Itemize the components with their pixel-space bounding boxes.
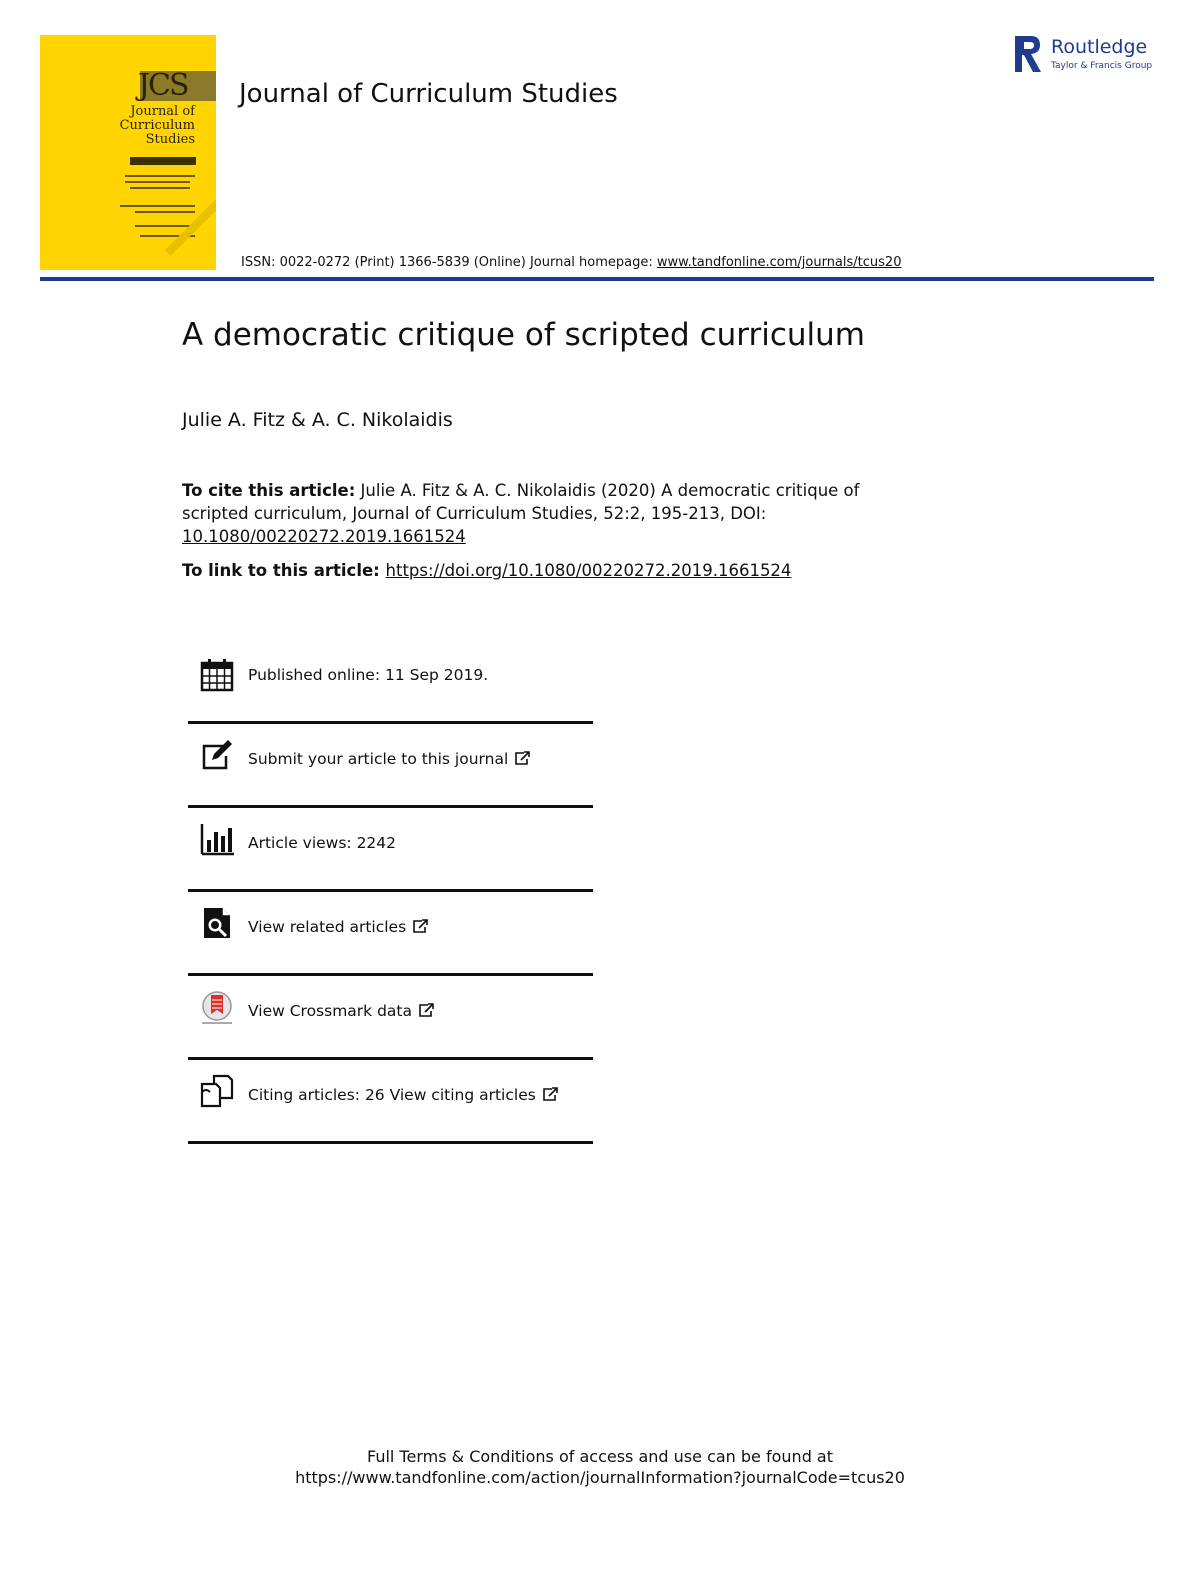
citing-articles-row[interactable] xyxy=(188,1060,593,1144)
bar-chart-icon xyxy=(200,822,234,856)
cover-text-line xyxy=(125,175,195,177)
citing-articles-link[interactable] xyxy=(248,1086,559,1104)
article-info-list xyxy=(188,650,593,1144)
citation-block xyxy=(182,479,872,548)
crossmark-icon xyxy=(200,990,234,1024)
journal-cover-image xyxy=(40,35,216,270)
footer-terms-link[interactable]: https://www.tandfonline.com/action/journalInformation?journalCode=tcus20 xyxy=(295,1468,905,1487)
article-views-row xyxy=(188,808,593,892)
article-authors: Julie A. Fitz & A. C. Nikolaidis xyxy=(182,409,453,431)
crossmark-label: View Crossmark data xyxy=(248,1002,412,1020)
published-online-row xyxy=(188,650,593,724)
submit-article-row[interactable] xyxy=(188,724,593,808)
cite-doi-link[interactable]: 10.1080/00220272.2019.1661524 xyxy=(182,527,466,546)
cover-text-line xyxy=(130,187,190,189)
crossmark-row[interactable] xyxy=(188,976,593,1060)
journal-title: Journal of Curriculum Studies xyxy=(239,79,618,109)
footer-terms xyxy=(0,1446,1200,1488)
cite-text: Julie A. Fitz & A. C. Nikolaidis (2020) A democratic critique of scripted curriculum, Journal of Curriculum Studies, 52:2, 195-213, DOI: xyxy=(182,481,860,523)
header-divider xyxy=(40,277,1154,281)
article-doi-link[interactable]: https://doi.org/10.1080/00220272.2019.1661524 xyxy=(385,561,792,580)
submit-article-link[interactable] xyxy=(248,750,531,768)
submit-article-label: Submit your article to this journal xyxy=(248,750,509,768)
external-link-icon xyxy=(514,751,531,766)
link-block xyxy=(182,561,791,580)
routledge-r-icon xyxy=(1013,34,1043,74)
external-link-icon xyxy=(542,1087,559,1102)
article-title: A democratic critique of scripted curriculum xyxy=(182,317,865,353)
related-articles-row[interactable] xyxy=(188,892,593,976)
routledge-logo xyxy=(1013,34,1158,76)
issn-line xyxy=(241,255,901,270)
cover-stripe xyxy=(165,151,216,256)
external-link-icon xyxy=(418,1003,435,1018)
cover-name-line2: Curriculum xyxy=(119,118,195,133)
external-link-icon xyxy=(412,919,429,934)
edit-icon xyxy=(200,738,234,772)
cover-abbrev: JCS xyxy=(138,68,188,103)
related-articles-link[interactable] xyxy=(248,918,429,936)
journal-homepage-link[interactable]: www.tandfonline.com/journals/tcus20 xyxy=(656,255,902,270)
cover-text-line xyxy=(135,211,195,213)
cite-label: To cite this article: xyxy=(182,481,356,500)
publisher-name: Routledge xyxy=(1051,36,1148,58)
issn-text: ISSN: 0022-0272 (Print) 1366-5839 (Online) Journal homepage: xyxy=(241,255,657,270)
citing-articles-label: Citing articles: 26 View citing articles xyxy=(248,1086,536,1104)
article-views-label: Article views: 2242 xyxy=(248,834,397,852)
crossmark-link[interactable] xyxy=(248,1002,435,1020)
published-online-label: Published online: 11 Sep 2019. xyxy=(248,666,489,684)
cover-name-line3: Studies xyxy=(145,132,195,147)
cover-text-line xyxy=(125,181,190,183)
related-articles-label: View related articles xyxy=(248,918,407,936)
footer-line1: Full Terms & Conditions of access and use can be found at xyxy=(366,1447,834,1466)
citing-documents-icon xyxy=(200,1074,234,1108)
related-search-icon xyxy=(200,906,234,940)
publisher-subtitle: Taylor & Francis Group xyxy=(1051,61,1153,71)
cover-name-line1: Journal of xyxy=(130,104,195,119)
cover-text-line xyxy=(120,205,195,207)
cover-text-line xyxy=(135,225,195,227)
link-label: To link to this article: xyxy=(182,561,386,580)
cover-bar xyxy=(130,157,196,165)
calendar-icon xyxy=(200,658,234,692)
cover-journal-name xyxy=(40,105,195,147)
